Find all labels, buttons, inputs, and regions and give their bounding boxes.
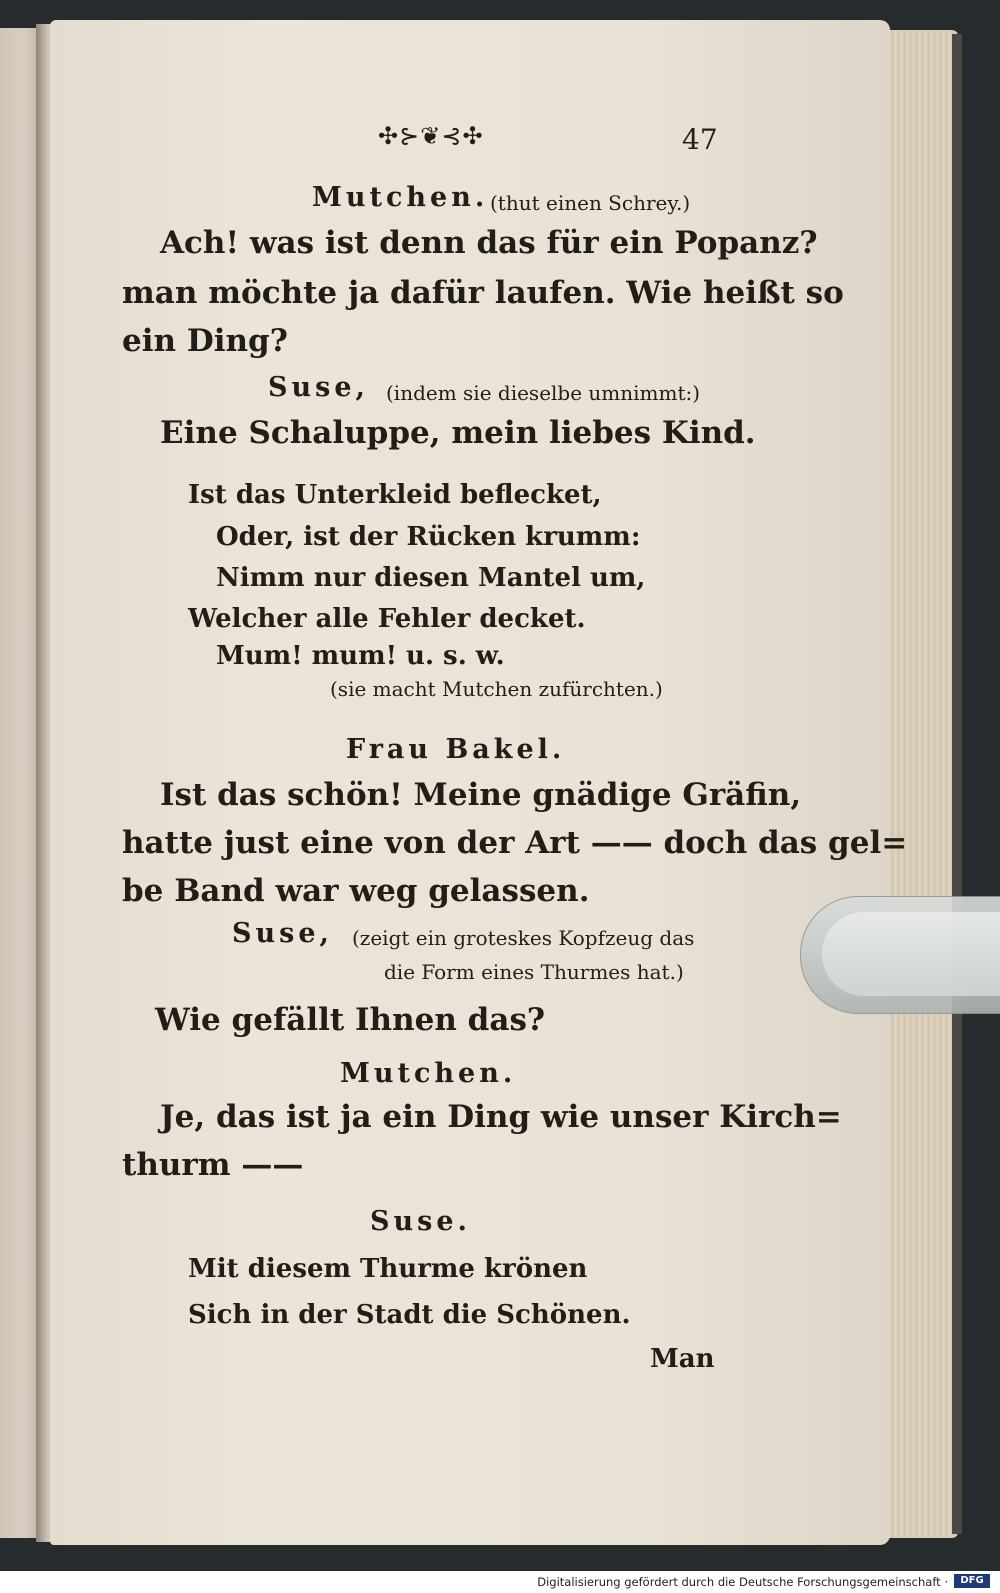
text-line: Ist das schön! Meine gnädige Gräfin, — [160, 777, 802, 813]
text-line: ein Ding? — [122, 323, 288, 359]
text-line: thurm —— — [122, 1147, 304, 1183]
dfg-logo: DFG — [954, 1574, 990, 1588]
verse-line: Ist das Unterkleid beflecket, — [188, 480, 602, 510]
text-line: hatte just eine von der Art —— doch das gel= — [122, 825, 908, 861]
speaker-mutchen: Mutchen. — [340, 1058, 517, 1089]
text-line: be Band war weg gelassen. — [122, 873, 590, 909]
page-clip-highlight — [822, 912, 1000, 996]
stage-direction: (thut einen Schrey.) — [490, 191, 691, 215]
page-edge-shadow — [952, 34, 962, 1534]
text-line: man möchte ja dafür laufen. Wie heißt so — [122, 275, 844, 311]
text-line: Wie gefällt Ihnen das? — [155, 1002, 546, 1038]
verse-line: Mit diesem Thurme krönen — [188, 1254, 588, 1284]
verse-line: Mum! mum! u. s. w. — [216, 641, 505, 671]
stage-direction: (zeigt ein groteskes Kopfzeug das — [352, 926, 695, 950]
speaker-suse: Suse. — [370, 1206, 471, 1237]
text-line: Ach! was ist denn das für ein Popanz? — [160, 225, 818, 261]
speaker-suse: Suse, — [268, 372, 369, 403]
stage-direction: die Form eines Thurmes hat.) — [384, 960, 684, 984]
page-number: 47 — [682, 123, 718, 156]
text-line: Eine Schaluppe, mein liebes Kind. — [160, 415, 756, 451]
stage-direction: (sie macht Mutchen zufürchten.) — [330, 677, 663, 701]
footer-credit: Digitalisierung gefördert durch die Deutsche Forschungsgemeinschaft · — [537, 1575, 948, 1589]
verse-line: Welcher alle Fehler decket. — [188, 604, 586, 634]
stage-direction: (indem sie dieselbe umnimmt:) — [386, 381, 701, 405]
verse-line: Nimm nur diesen Mantel um, — [216, 563, 646, 593]
catchword: Man — [650, 1344, 715, 1374]
speaker-mutchen: Mutchen. — [312, 182, 489, 213]
verse-line: Sich in der Stadt die Schönen. — [188, 1300, 631, 1330]
speaker-suse: Suse, — [232, 918, 333, 949]
left-page-edge — [0, 28, 40, 1538]
speaker-frau-bakel: Frau Bakel. — [346, 734, 566, 765]
verse-line: Oder, ist der Rücken krumm: — [216, 522, 641, 552]
text-line: Je, das ist ja ein Ding wie unser Kirch= — [160, 1099, 842, 1135]
header-ornament: ✣⊱❦⊰✣ — [378, 122, 484, 150]
